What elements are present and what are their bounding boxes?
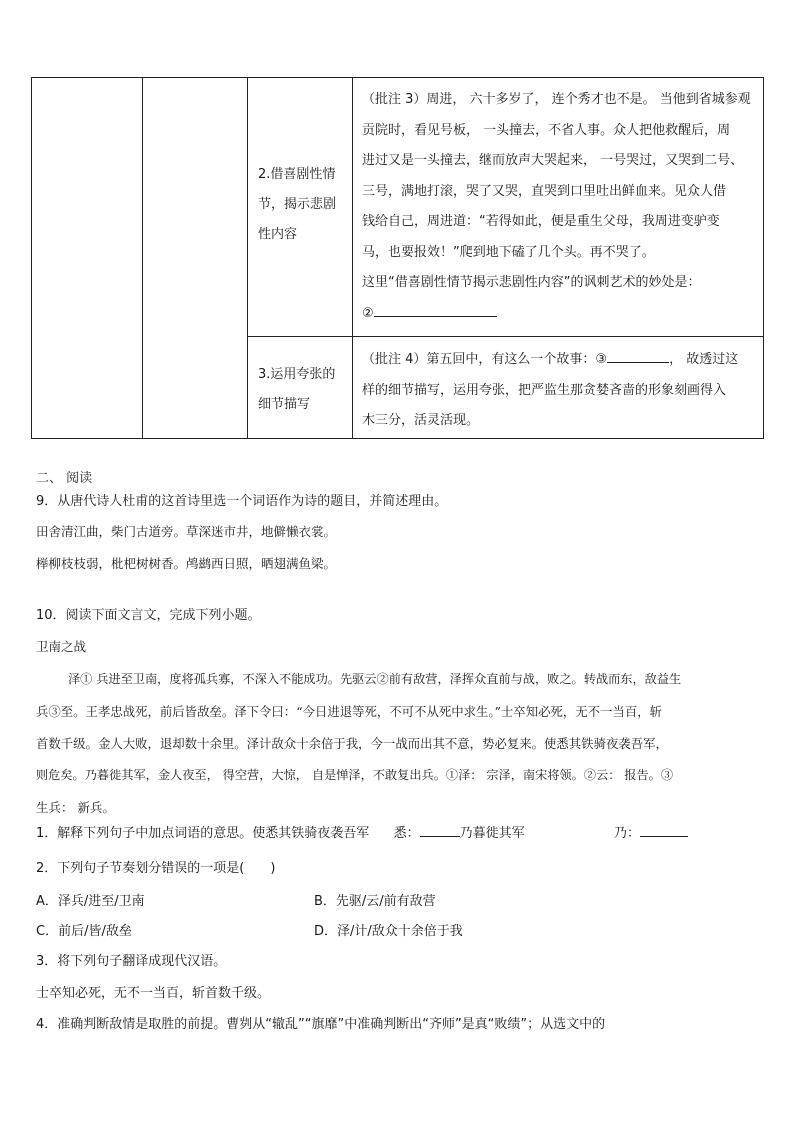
passage-line: 泽① 兵进至卫南，度将孤兵寡，不深入不能成功。先驱云②前有敌营，泽挥众直前与战，败之。转战而东，敌益生 — [68, 672, 682, 686]
annotation-line: 这里“借喜剧性情节揭示悲剧性内容”的讽刺艺术的妙处是： — [362, 275, 701, 290]
passage-line: 则危矣。乃暮徙其军，金人夜至， 得空营，大惊， 自是惮泽，不敢复出兵。①泽： 宗泽，南宋将领。②云： 报告。③ — [36, 768, 674, 782]
technique-line: 细节描写 — [258, 397, 311, 412]
answer-blank[interactable] — [607, 348, 669, 363]
option-c[interactable]: C．前后/皆/敌垒 — [36, 924, 132, 939]
technique-line: 3.运用夸张的 — [258, 367, 336, 382]
table-divider — [247, 78, 248, 438]
annotation-table — [31, 77, 764, 439]
subquestion-1-blank-2 — [614, 822, 688, 841]
annotation-cell-4 — [362, 345, 738, 437]
technique-line: 节，揭示悲剧 — [258, 197, 337, 212]
answer-line-2[interactable] — [362, 299, 751, 330]
poem-line-1: 田舍清江曲，柴门古道旁。草深迷市井，地僻懒衣裳。 — [36, 524, 337, 539]
annotation-text: ， 故透过这 — [669, 352, 739, 367]
annotation-line: 三号，满地打滚，哭了又哭，直哭到口里吐出鲜血来。见众人借 — [362, 183, 727, 199]
answer-blank[interactable] — [374, 302, 497, 317]
annotation-line: 样的细节描写，运用夸张，把严监生那贪婪吝啬的形象刻画得入 — [362, 382, 727, 398]
technique-cell-3 — [258, 360, 335, 420]
answer-blank[interactable] — [640, 822, 688, 837]
section-heading: 二、 阅读 — [36, 471, 93, 486]
subquestion-text: 悉： — [393, 826, 420, 841]
question-9-prompt: 9．从唐代诗人杜甫的这首诗里选一个词语作为诗的题目，并简述理由。 — [36, 494, 448, 509]
annotation-cell-3 — [362, 85, 751, 329]
option-a[interactable]: A．泽兵/进至/卫南 — [36, 894, 145, 909]
passage-title: 卫南之战 — [36, 639, 87, 654]
annotation-line: 钱给自己，周进道：“若得如此，便是重生父母，我周进变驴变 — [362, 214, 720, 229]
answer-blank[interactable] — [420, 822, 460, 837]
subquestion-text: 乃暮徙其军 — [459, 826, 525, 841]
translation-sentence: 士卒知必死，无不一当百，斩首数千级。 — [36, 986, 271, 1001]
table-divider — [142, 78, 143, 438]
annotation-line: 马，也要报效！”爬到地下磕了几个头。再不哭了。 — [362, 244, 655, 260]
subquestion-text: 1．解释下列句子中加点词语的意思。使悉其铁骑夜袭吾军 — [36, 826, 370, 841]
option-d[interactable]: D．泽/计/敌众十余倍于我 — [314, 924, 463, 939]
annotation-line: 贡院时，看见号板， 一头撞去，不省人事。众人把他救醒后，周 — [362, 122, 731, 138]
technique-line: 2.借喜剧性情 — [258, 167, 336, 182]
passage-line: 兵③至。王孝忠战死，前后皆敌垒。泽下令曰：“今日进退等死，不可不从死中求生。”士卒知必死，无不一当百，斩 — [36, 704, 662, 719]
question-10-prompt: 10．阅读下面文言文，完成下列小题。 — [36, 608, 261, 623]
technique-line: 性内容 — [258, 227, 298, 242]
technique-cell-2 — [258, 160, 336, 250]
annotation-text: （批注 4）第五回中，有这么一个故事：③ — [362, 352, 608, 367]
table-divider — [352, 78, 353, 438]
answer-marker: ② — [362, 305, 374, 321]
passage-line: 生兵： 新兵。 — [36, 800, 115, 815]
annotation-line-with-blank[interactable] — [362, 345, 738, 376]
poem-line-2: 榉柳枝枝弱，枇杷树树香。鸬鹚西日照，晒翅满鱼梁。 — [36, 556, 337, 571]
passage-line: 首数千级。金人大败，退却数十余里。泽计敌众十余倍于我，今一战而出其不意，势必复来。使悉其铁骑夜袭吾军， — [36, 736, 668, 751]
subquestion-text: 乃： — [614, 826, 641, 841]
annotation-line: 木三分，活灵活现。 — [362, 413, 480, 428]
option-b[interactable]: B．先驱/云/前有敌营 — [314, 894, 436, 909]
subquestion-1 — [36, 822, 525, 841]
subquestion-4: 4．准确判断敌情是取胜的前提。曹刿从“辙乱”“旗靡”中准确判断出“齐师”是真“败绩”；从选文中的 — [36, 1017, 606, 1032]
table-divider — [247, 336, 763, 337]
annotation-line: （批注 3）周进， 六十多岁了， 连个秀才也不是。 当他到省城参观 — [362, 92, 751, 107]
annotation-line: 进过又是一头撞去，继而放声大哭起来， 一号哭过，又哭到二号、 — [362, 153, 744, 168]
subquestion-3: 3．将下列句子翻译成现代汉语。 — [36, 954, 227, 969]
subquestion-2: 2．下列句子节奏划分错误的一项是( ) — [36, 861, 276, 876]
